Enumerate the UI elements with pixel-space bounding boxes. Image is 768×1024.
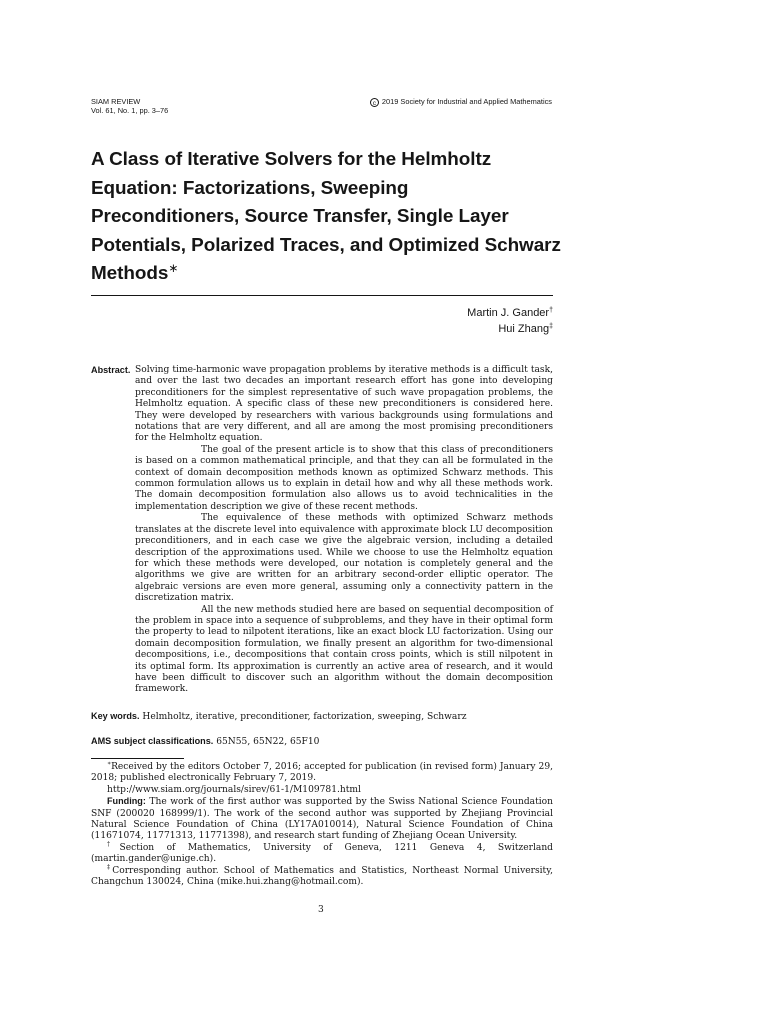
footnote-mark: † [107,840,120,848]
funding-label: Funding: [107,796,146,807]
author-list [467,306,553,337]
author-footnote-mark: † [549,307,553,314]
copyright-icon: c [370,98,379,107]
footnote-text: Received by the editors October 7, 2016; accepted for publication (in revised form) January 29, 2018; published electronically February 7, 2019. [91,762,553,784]
abstract-label: Abstract. [91,365,131,375]
title-rule [91,295,553,296]
footnote-mark: ‡ [107,863,113,871]
footnote-affiliation [91,840,553,866]
keywords-label: Key words. [91,711,140,721]
article-url[interactable]: http://www.siam.org/journals/sirev/61-1/M109781.html [107,784,361,795]
running-header-left [91,97,168,115]
footnotes [91,762,553,888]
abstract-body [135,365,553,696]
ams-text: 65N55, 65N22, 65F10 [216,737,320,747]
keywords [91,711,553,723]
footnote-mark: ∗ [107,760,112,767]
author [467,306,553,322]
paper-title-text: A Class of Iterative Solvers for the Helmholtz Equation: Factorizations, Sweeping Preconditioners, Source Transfer, Single Layer Potentials, Polarized Traces, and Optimized Schwarz Methods [91,149,561,285]
footnote-funding [91,796,553,843]
paper-title [91,146,561,289]
abstract-paragraph: Solving time-harmonic wave propagation problems by iterative methods is a difficult task, and over the last two decades an important research effort has gone into developing preconditioners for the simplest representative of such wave propagation problems, the Helmholtz equation. A specific class of these new preconditioners is considered here. They were developed by researchers with various backgrounds using formulations and notations that are very different, and all are among the most promising preconditioners for the Helmholtz equation. [135,365,553,444]
abstract [91,365,553,696]
ams-label: AMS subject classifications. [91,736,214,746]
author-footnote-mark: ‡ [549,322,553,330]
ams-classifications [91,736,553,748]
abstract-paragraph: The goal of the present article is to show that this class of preconditioners is based on a common mathematical principle, and that they can all be formulated in the context of domain decomposition methods known as optimized Schwarz methods. This common formulation allows us to explain in detail how and why all these methods work. The domain decomposition formulation also allows us to avoid technicalities in the implementation description we give of these recent methods. [135,444,553,512]
page-number: 3 [318,905,324,915]
keywords-text: Helmholtz, iterative, preconditioner, factorization, sweeping, Schwarz [142,712,467,722]
title-footnote-mark: ∗ [168,261,179,276]
abstract-paragraph: All the new methods studied here are based on sequential decomposition of the problem in space into a sequence of subproblems, and they have in their optimal form the property to lead to nilpotent iterations, like an exact block LU factorization. Using our domain decomposition formulation, we finally present an algorithm for two-dimensional decompositions, i.e., decompositions that contain cross points, which is still nilpotent in its optimal form. Its approximation is currently an active area of research, and it would have been difficult to discover such an algorithm without the domain decomposition framework. [135,604,553,695]
footnote-affiliation [91,863,554,889]
footnote-rule [91,758,184,759]
journal-name: SIAM REVIEW [91,97,141,106]
footnote-text: The work of the first author was supported by the Swiss National Science Foundation SNF (200020 168999/1). The work of the second author was supported by Zhejiang Provincial Natural Science Foundation of China (LY17A010014), Natural Science Foundation of China (11671074, 11771313, 11771398), and research start funding of Zhejiang Ocean University. [91,797,553,842]
footnote-received [91,762,553,785]
author [467,322,553,338]
footnote-text: Section of Mathematics, University of Geneva, 1211 Geneva 4, Switzerland (martin.gander@unige.ch). [91,842,553,865]
author-name: Martin J. Gander [467,307,550,319]
footnote-url [91,785,553,796]
journal-volume: Vol. 61, No. 1, pp. 3–76 [91,106,169,115]
author-name: Hui Zhang [498,322,550,335]
copyright-text: 2019 Society for Industrial and Applied Mathematics [381,97,552,106]
footnote-text: Corresponding author. School of Mathematics and Statistics, Northeast Normal University, Changchun 130024, China (mike.hui.zhang@hotmail.com). [91,865,554,888]
abstract-paragraph: The equivalence of these methods with optimized Schwarz methods translates at the discrete level into equivalence with approximate block LU decomposition preconditioners, and in each case we give the algebraic version, including a detailed description of the approximations used. While we choose to use the Helmholtz equation for which these methods were developed, our notation is completely general and the algorithms we give are written for an arbitrary second-order elliptic operator. The algebraic versions are even more general, assuming only a connectivity pattern in the discretization matrix. [135,513,553,604]
running-header-right [370,97,552,107]
